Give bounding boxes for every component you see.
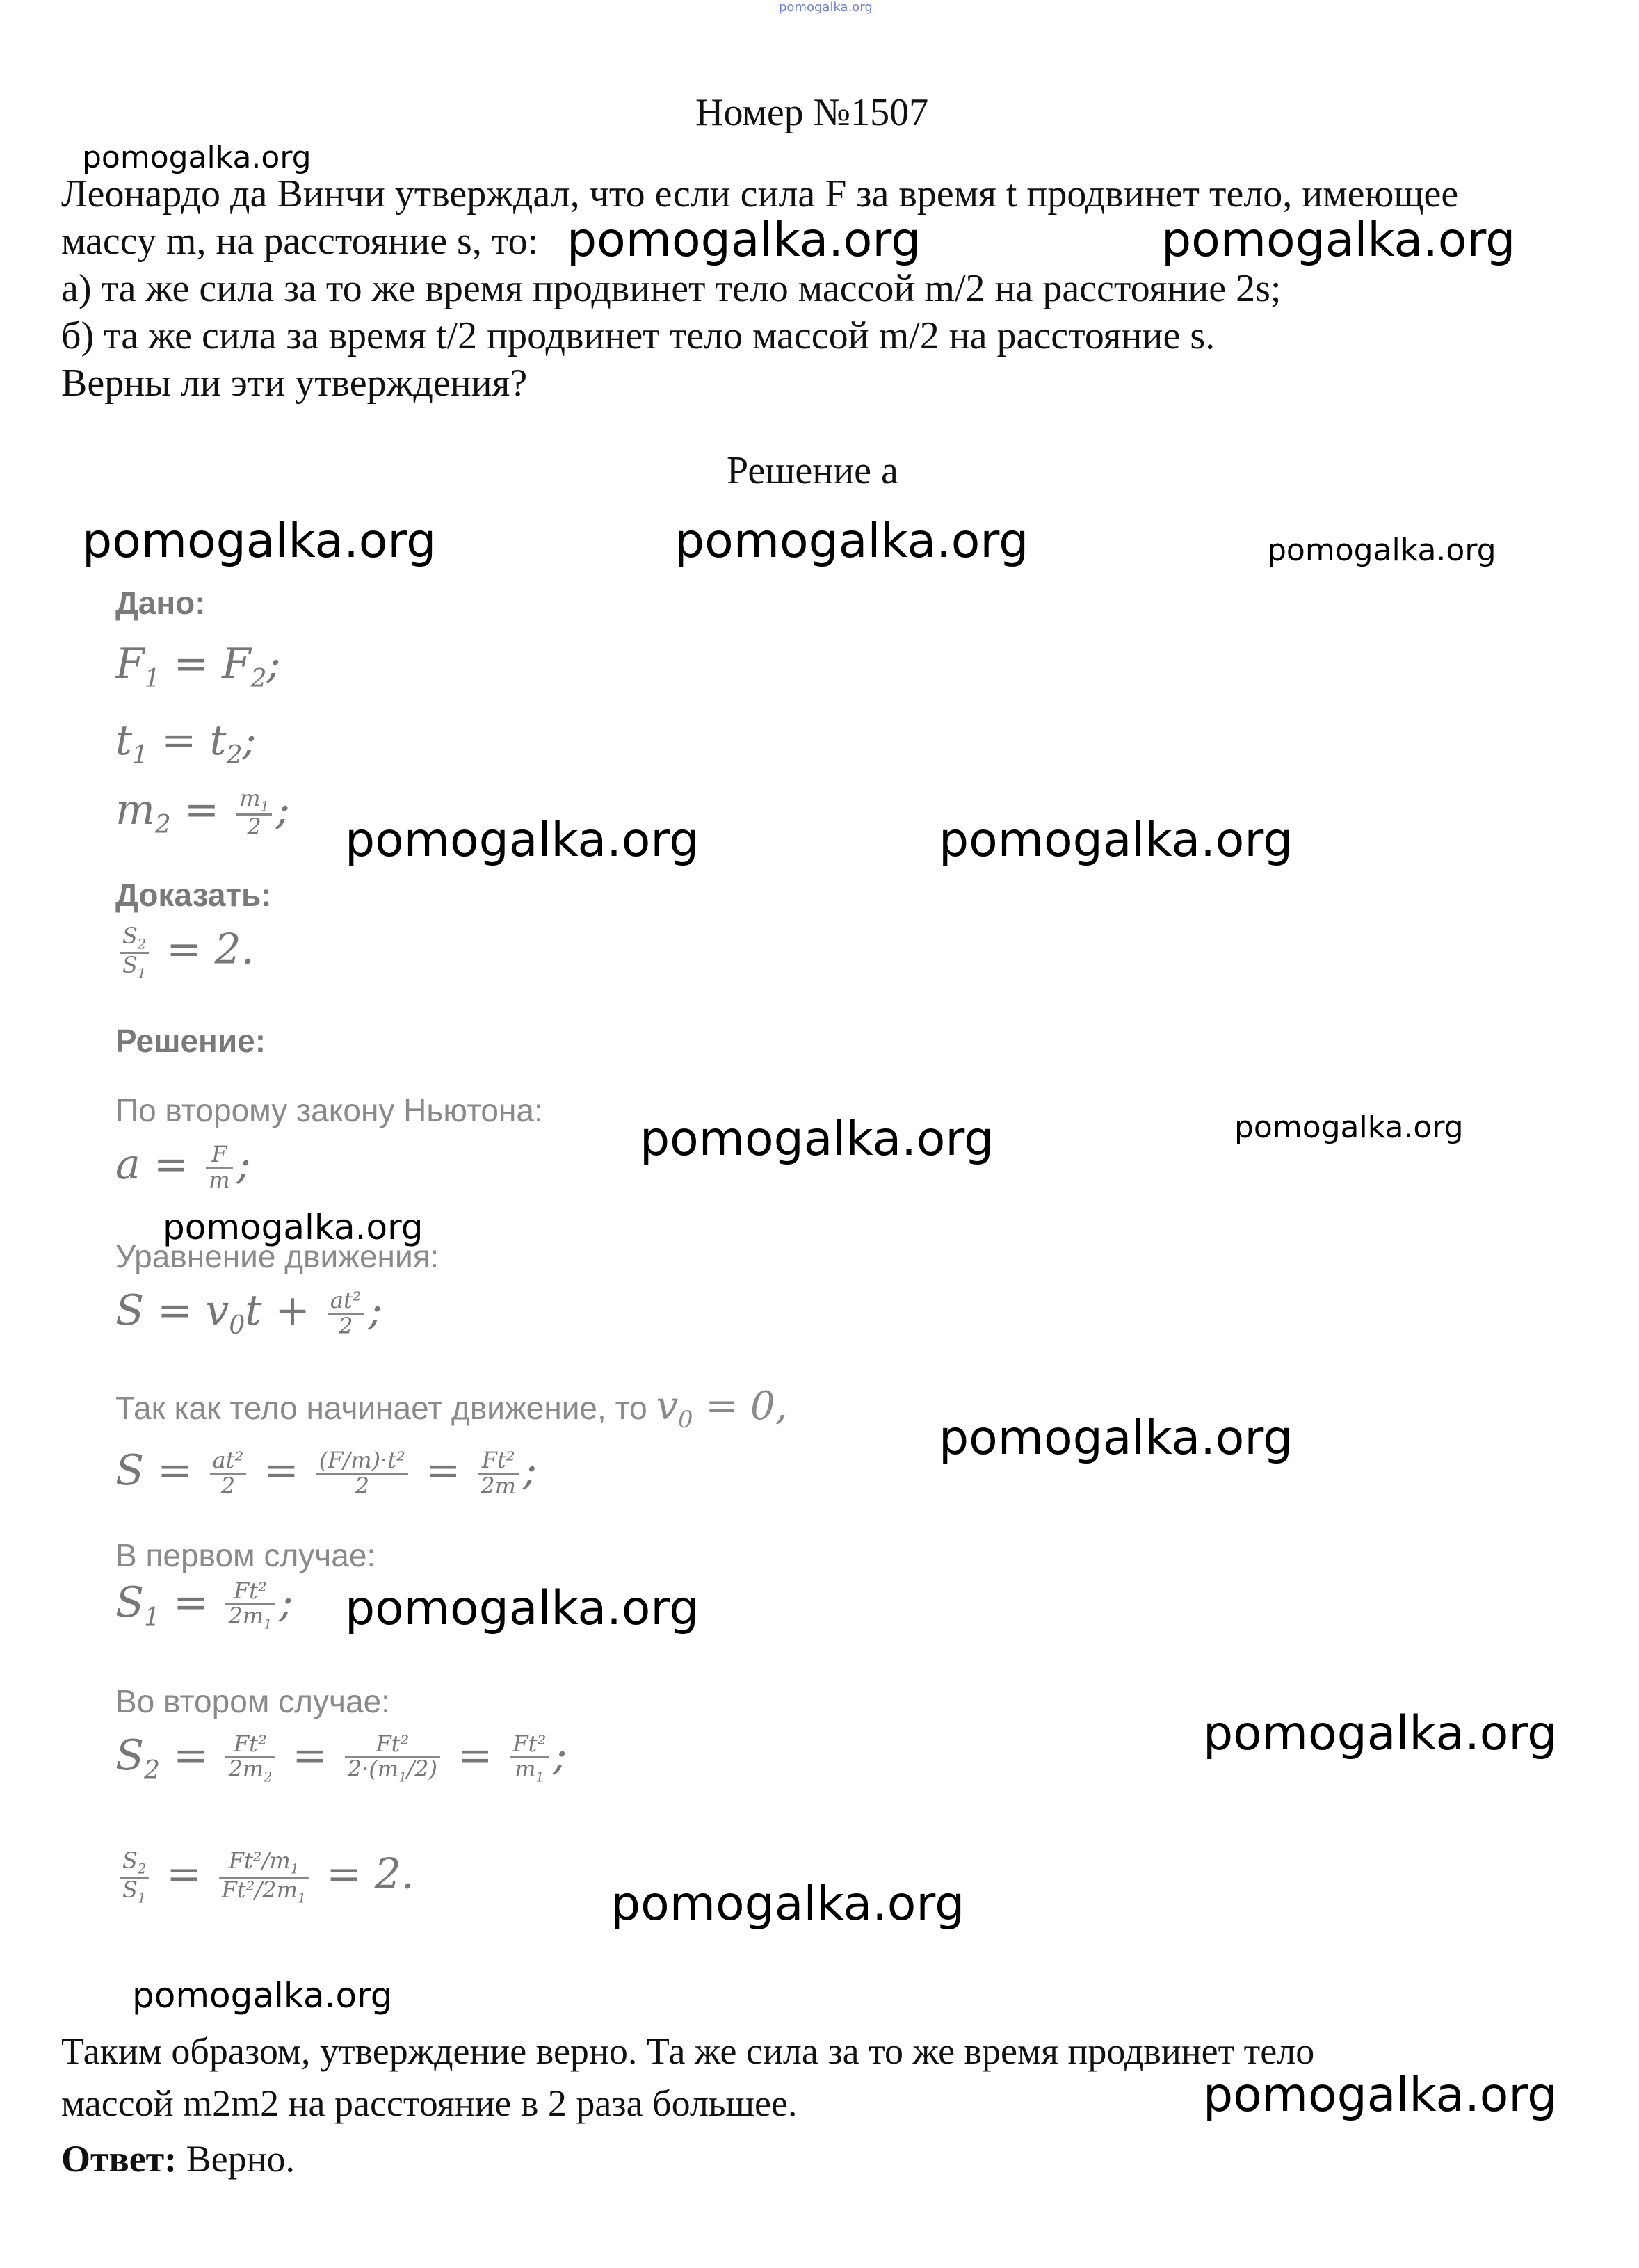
- problem-line-2: массу m, на расстояние s, то:: [61, 220, 539, 263]
- formula-s2: $S_2$ = $\frac{\text{Ft²}}{2m_2}$ = $\frac{\text{Ft²}}{2\cdot(m_1/2)}$ = $\frac{\text{Ft²}}{m_1}$ ;: [115, 1730, 567, 1785]
- conclusion-line-1: Таким образом, утверждение верно. Та же сила за то же время продвинет тело: [61, 2030, 1315, 2072]
- given-label: Дано:: [115, 585, 206, 621]
- solution-block: [115, 577, 880, 1995]
- formula-ratio-result: $\frac{S_2}{S_1}$ = $\frac{Ft^2/m_1}{Ft^2/2m_1}$ = 2.: [115, 1849, 414, 1905]
- watermark-text: pomogalka.org: [82, 140, 312, 175]
- formula-s-derivation: S = $\frac{\text{at²}}{2}$ = $\frac{\text{(F/m)·t²}}{2}$ = $\frac{\text{Ft²}}{2m}$ ;: [115, 1446, 538, 1499]
- answer-label: Ответ:: [61, 2138, 177, 2180]
- answer-value: Верно.: [177, 2138, 296, 2180]
- formula-m2: $m_2$ = $\frac{m_1}{2}$ ;: [115, 784, 291, 841]
- problem-line-4: б) та же сила за время t/2 продвинет тело массой m/2 на расстояние s.: [61, 314, 1216, 357]
- page-title: Номер №1507: [695, 91, 929, 134]
- watermark-text: pomogalka.org: [1234, 1110, 1464, 1145]
- top-watermark: pomogalka.org: [779, 0, 873, 15]
- second-case-text: Во втором случае:: [115, 1683, 390, 1719]
- formula-t1-t2: $t_1 = t_2$;: [115, 716, 257, 770]
- watermark-text: pomogalka.org: [1161, 213, 1516, 268]
- problem-line-1: Леонардо да Винчи утверждал, что если сила F за время t продвинет тело, имеющее: [61, 172, 1459, 216]
- watermark-text: pomogalka.org: [163, 1207, 423, 1247]
- first-case-text: В первом случае:: [115, 1537, 376, 1573]
- conclusion-line-2: массой m2m2 на расстояние в 2 раза большее.: [61, 2082, 798, 2124]
- formula-acceleration: a = $\frac{F}{m}$ ;: [115, 1140, 251, 1193]
- problem-line-5: Верны ли эти утверждения?: [61, 362, 528, 405]
- formula-motion: $S = v_0t$ + $\frac{\text{at²}}{2}$ ;: [115, 1286, 382, 1340]
- formula-ratio: $\frac{S_2}{S_1}$ = 2.: [115, 925, 255, 980]
- newton-text: По второму закону Ньютона:: [115, 1092, 543, 1128]
- prove-label: Доказать:: [115, 877, 272, 913]
- formula-f1-f2: $F_1 = F_2$;: [115, 640, 281, 693]
- watermark-text: pomogalka.org: [640, 1112, 994, 1167]
- start-text: Так как тело начинает движение, то $v_0 = 0$,: [115, 1384, 788, 1434]
- watermark-text: pomogalka.org: [132, 1975, 393, 2016]
- watermark-text: pomogalka.org: [345, 813, 700, 868]
- watermark-text: pomogalka.org: [1203, 1706, 1558, 1761]
- answer: [61, 2135, 295, 2183]
- solution-label: Решение:: [115, 1023, 266, 1059]
- problem-line-3: а) та же сила за то же время продвинет тело массой m/2 на расстояние 2s;: [61, 267, 1282, 310]
- watermark-text: pomogalka.org: [939, 1411, 1293, 1466]
- watermark-text: pomogalka.org: [82, 514, 437, 569]
- motion-text: Уравнение движения:: [115, 1238, 439, 1274]
- watermark-text: pomogalka.org: [1267, 533, 1496, 568]
- watermark-text: pomogalka.org: [345, 1581, 700, 1636]
- formula-s1: $S_1$ = $\frac{\text{Ft²}}{2m_1}$ ;: [115, 1577, 293, 1633]
- watermark-text: pomogalka.org: [675, 514, 1029, 569]
- section-title: Решение а: [727, 449, 898, 492]
- watermark-text: pomogalka.org: [1203, 2068, 1558, 2123]
- watermark-text: pomogalka.org: [567, 213, 921, 268]
- watermark-text: pomogalka.org: [939, 813, 1293, 868]
- watermark-text: pomogalka.org: [611, 1877, 965, 1931]
